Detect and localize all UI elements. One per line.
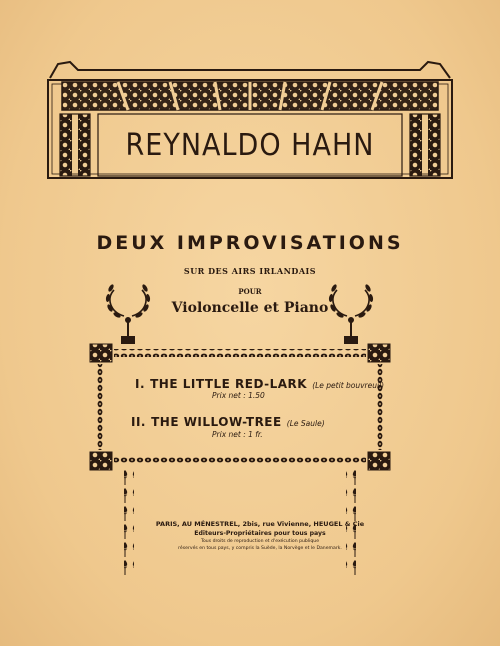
- piece-2-price: Prix net : 1 fr.: [212, 430, 263, 439]
- piece-1-french-title: (Le petit bouvreuil): [312, 381, 385, 390]
- instrumentation: Violoncelle et Piano: [171, 300, 329, 316]
- work-subtitle: SUR DES AIRS IRLANDAIS: [183, 266, 317, 276]
- publisher-line-4: réservés en tous pays, y compris la Suède, la Norvège et le Danemark.: [178, 546, 342, 551]
- piece-2-numeral: II.: [131, 415, 146, 429]
- piece-2-french-title: (Le Saule): [286, 419, 325, 428]
- piece-2-title: THE WILLOW-TREE: [151, 415, 282, 429]
- publisher-line-2: Editeurs-Propriétaires pour tous pays: [194, 530, 326, 537]
- composer-name: REYNALDO HAHN: [125, 128, 375, 163]
- piece-1-title: THE LITTLE RED-LARK: [150, 377, 308, 391]
- work-title: DEUX IMPROVISATIONS: [96, 232, 404, 254]
- piece-1-numeral: I.: [135, 377, 146, 391]
- piece-1-price: Prix net : 1.50: [212, 391, 265, 400]
- pour-label: POUR: [238, 287, 262, 296]
- piece-1: [135, 373, 384, 392]
- publisher-line-3: Tous droits de reproduction et d'exécution publique: [200, 539, 320, 544]
- publisher-line-1: PARIS, AU MÉNESTREL, 2bis, rue Vivienne, HEUGEL & Cie: [155, 520, 365, 528]
- piece-2: [131, 411, 325, 430]
